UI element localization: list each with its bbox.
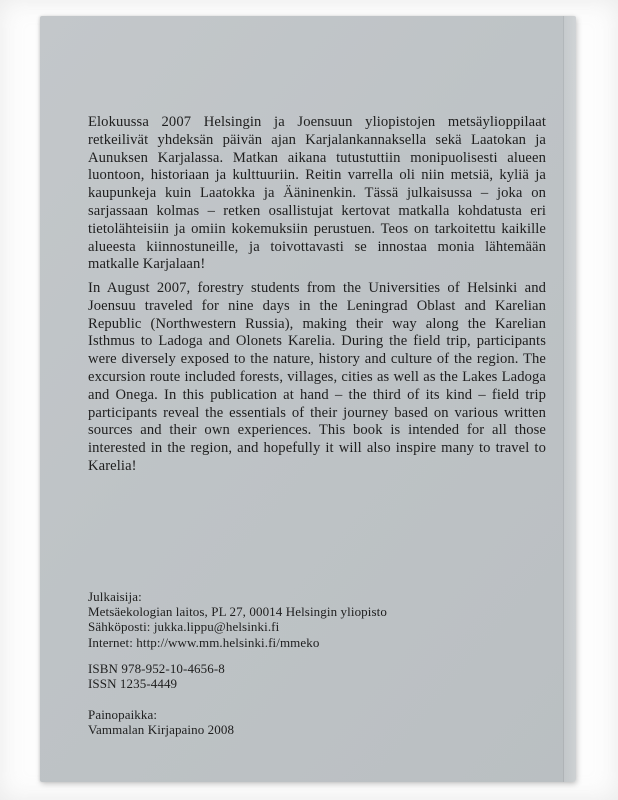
publisher-block — [88, 589, 387, 650]
printing-place-label: Painopaikka: — [88, 707, 158, 722]
english-description-paragraph: In August 2007, forestry students from the Universities of Helsinki and Joensuu traveled for nine days in the Leningrad Oblast and Karelian Republic (Northwestern Russia), making their way along the Karelian Isthmus to Ladoga and Olonets Karelia. During the field trip, participants were diversely exposed to the nature, history and culture of the region. The excursion route included forests, villages, cities as well as the Lakes Ladoga and Onega. In this publication at hand – the third of its kind – field trip participants reveal the essentials of their journey based on various written sources and their own experiences. This book is intended for all those interested in the region, and hopefully it will also inspire many to travel to Karelia! — [88, 280, 546, 474]
printing-block — [88, 707, 234, 737]
page-edge-highlight — [564, 16, 576, 782]
finnish-description-paragraph: Elokuussa 2007 Helsingin ja Joensuun yliopistojen metsäylioppilaat retkeilivät yhdeksän päivän ajan Karjalankannaksella sekä Laatokan ja Aunuksen Karjalassa. Matkan aikana tutustuttiin monipuolisesti alueen luontoon, historiaan ja kulttuuriin. Reitin varrella oli niin metsiä, kyliä ja kaupunkeja kuin Laatokka ja Ääninenkin. Tässä julkaisussa – joka on sarjassaan kolmas – retken osallistujat kertovat matkalla kohdatusta eri tietolähteisiin ja omiin kokemuksiin perustuen. Teos on tarkoitettu kaikille alueesta kiinnostuneille, ja toivottavasti se innostaa monia lähtemään matkalle Karjalaan! — [88, 114, 546, 273]
publisher-email: Sähköposti: jukka.lippu@helsinki.fi — [88, 619, 280, 635]
printing-place-value: Vammalan Kirjapaino 2008 — [88, 722, 235, 738]
issn-number: ISSN 1235-4449 — [88, 676, 178, 692]
publisher-internet: Internet: http://www.mm.helsinki.fi/mmeko — [88, 634, 320, 650]
publisher-address: Metsäekologian laitos, PL 27, 00014 Helsingin yliopisto — [88, 604, 387, 620]
isbn-number: ISBN 978-952-10-4656-8 — [88, 661, 225, 676]
publisher-label: Julkaisija: — [88, 589, 142, 604]
book-back-cover — [40, 16, 576, 782]
identifier-block — [88, 661, 225, 691]
